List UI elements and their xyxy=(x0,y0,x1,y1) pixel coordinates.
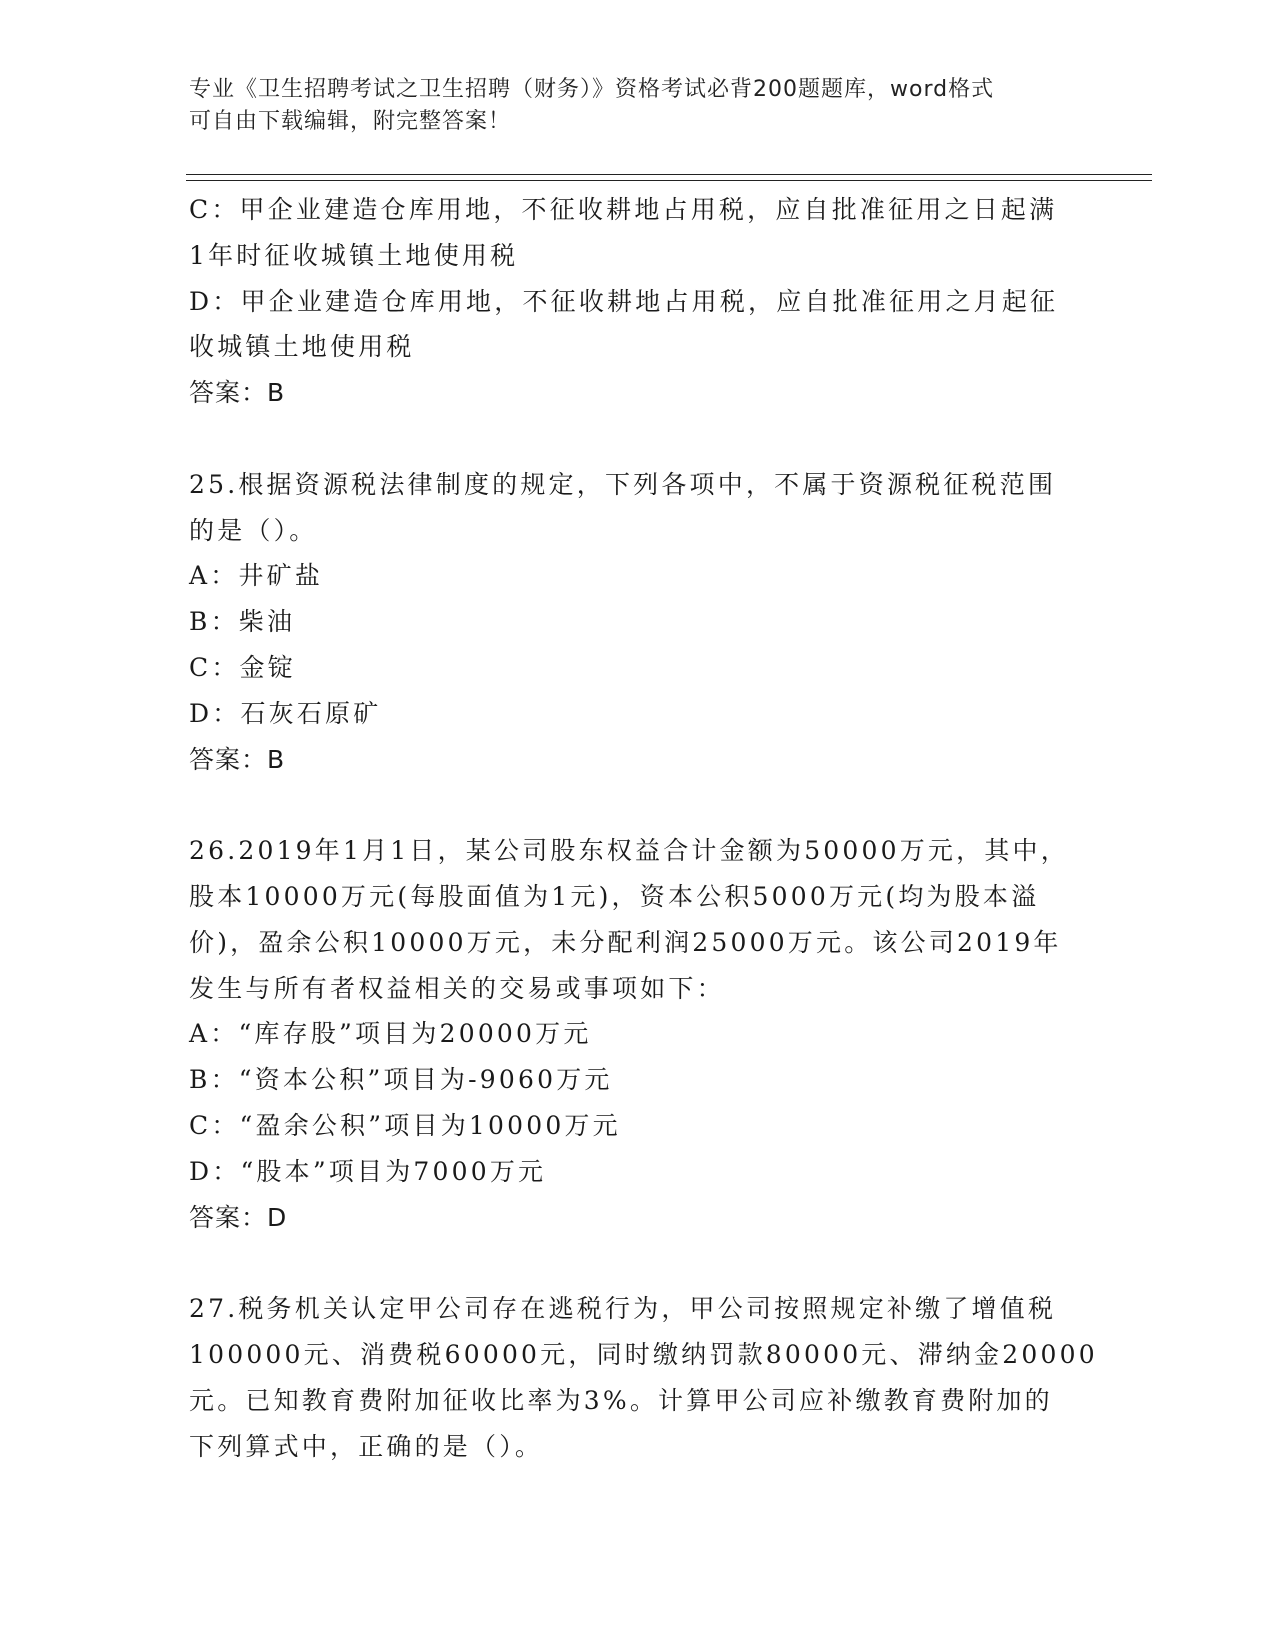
question-content xyxy=(189,187,1098,1469)
question-24-tail xyxy=(189,187,1089,416)
question-stem-line: 元。已知教育费附加征收比率为3%。计算甲公司应补缴教育费附加的 xyxy=(189,1385,1053,1415)
question-stem-line: 下列算式中，正确的是（）。 xyxy=(189,1431,544,1461)
question-27 xyxy=(189,1286,1098,1469)
option-c: C：金锭 xyxy=(189,652,296,682)
header-line-1: 专业《卫生招聘考试之卫生招聘（财务）》资格考试必背200题题库，word格式 xyxy=(189,77,995,102)
spacer xyxy=(189,1240,1089,1286)
option-c-line-1: C：甲企业建造仓库用地，不征收耕地占用税，应自批准征用之日起满 xyxy=(189,195,1058,224)
option-c: C：“盈余公积”项目为10000万元 xyxy=(189,1110,621,1140)
option-d: D：石灰石原矿 xyxy=(189,698,382,728)
header-rule-top xyxy=(186,174,1152,175)
question-25 xyxy=(189,462,1089,783)
option-b: B：柴油 xyxy=(189,607,296,637)
question-stem-line: 价)，盈余公积10000万元，未分配利润25000万元。该公司2019年 xyxy=(189,927,1062,957)
option-c-line-2: 1年时征收城镇土地使用税 xyxy=(189,240,519,270)
header-rule-bottom xyxy=(186,180,1152,181)
question-stem-line: 发生与所有者权益相关的交易或事项如下： xyxy=(189,973,725,1003)
option-a: A：井矿盐 xyxy=(189,561,324,591)
question-stem-line: 25.根据资源税法律制度的规定，下列各项中，不属于资源税征税范围 xyxy=(189,469,1057,499)
question-26 xyxy=(189,828,1089,1240)
spacer xyxy=(189,782,1089,828)
question-stem-line: 26.2019年1月1日，某公司股东权益合计金额为50000万元，其中， xyxy=(189,836,1069,866)
question-stem-line: 100000元、消费税60000元，同时缴纳罚款80000元、滞纳金20000 xyxy=(189,1339,1098,1369)
document-header xyxy=(189,74,1089,138)
question-stem-line: 27.税务机关认定甲公司存在逃税行为，甲公司按照规定补缴了增值税 xyxy=(189,1294,1057,1324)
header-line-2: 可自由下载编辑，附完整答案！ xyxy=(189,109,512,134)
question-stem-line: 股本10000万元(每股面值为1元)，资本公积5000万元(均为股本溢 xyxy=(189,881,1040,911)
question-stem-line: 的是（）。 xyxy=(189,515,318,545)
option-a: A：“库存股”项目为20000万元 xyxy=(189,1019,592,1049)
option-d-line-1: D：甲企业建造仓库用地，不征收耕地占用税，应自批准征用之月起征 xyxy=(189,286,1059,316)
spacer xyxy=(189,416,1089,462)
answer: 答案：B xyxy=(189,744,286,774)
answer: 答案：B xyxy=(189,378,286,408)
answer: 答案：D xyxy=(189,1202,288,1232)
option-d: D：“股本”项目为7000万元 xyxy=(189,1156,547,1186)
option-d-line-2: 收城镇土地使用税 xyxy=(189,332,415,362)
option-b: B：“资本公积”项目为-9060万元 xyxy=(189,1065,613,1095)
